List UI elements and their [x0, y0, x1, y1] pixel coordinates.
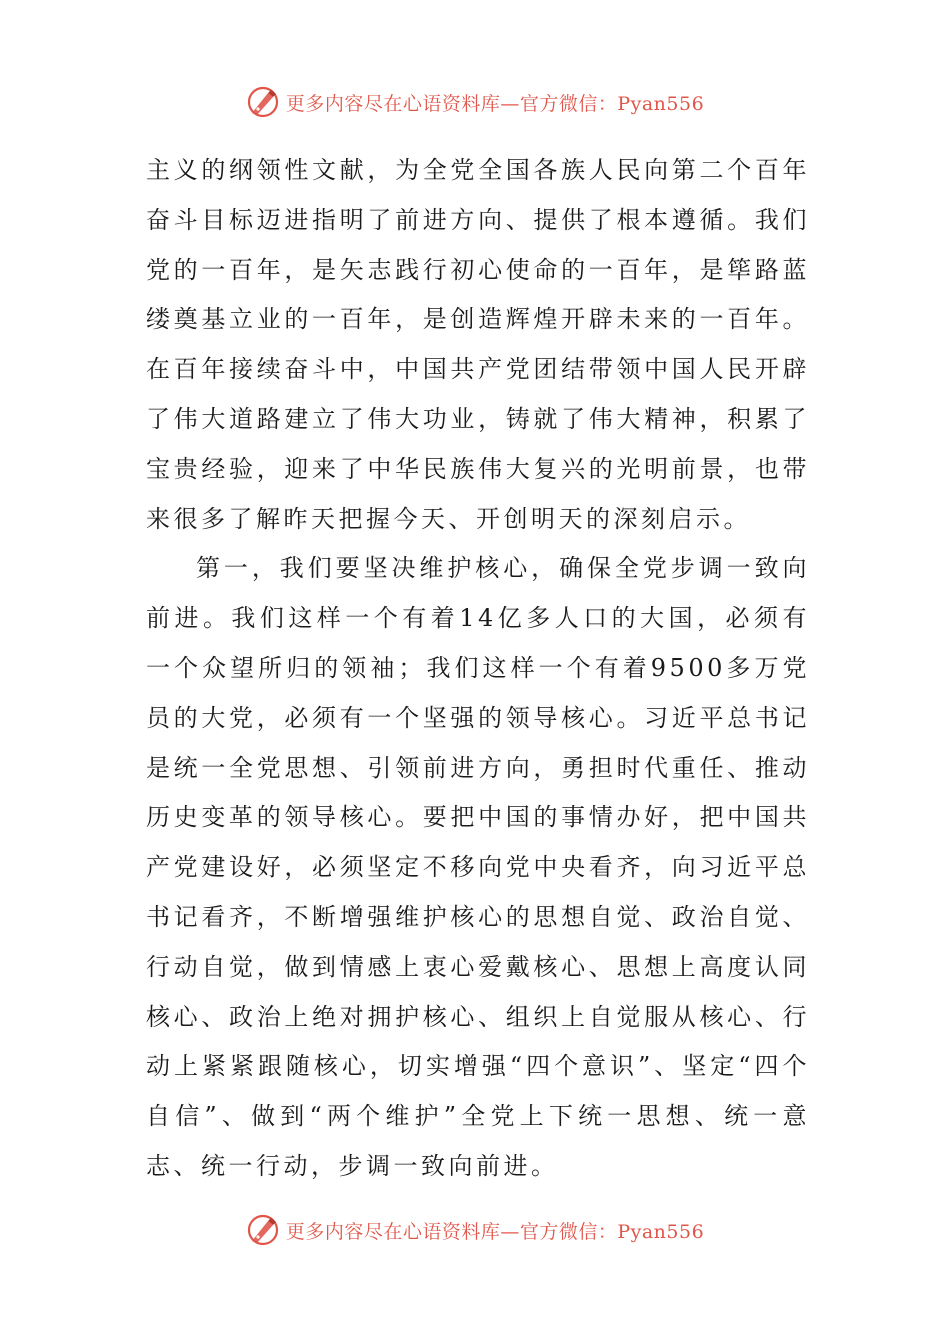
paragraph-2: 第一，我们要坚决维护核心，确保全党步调一致向前进。我们这样一个有着14亿多人口的大国，必须有一个众望所归的领袖；我们这样一个有着9500多万党员的大党，必须有一个坚强的领导核心。习近平总书记是统一全党思想、引领前进方向，勇担时代重任、推动历史变革的领导核心。要把中国的事情办好，把中国共产党建设好，必须坚定不移向党中央看齐，向习近平总书记看齐，不断增强维护核心的思想自觉、政治自觉、行动自觉，做到情感上衷心爱戴核心、思想上高度认同核心、政治上绝对拥护核心、组织上自觉服从核心、行动上紧紧跟随核心，切实增强“四个意识”、坚定“四个自信”、做到“两个维护”全党上下统一思想、统一意志、统一行动，步调一致向前进。	[146, 554, 810, 1180]
pen-nib-logo-icon	[246, 85, 280, 119]
header-watermark-banner	[0, 80, 950, 124]
banner-text: 更多内容尽在心语资料库—官方微信：Pyan556	[285, 92, 705, 115]
pen-nib-logo-icon	[246, 1213, 280, 1247]
document-body	[146, 146, 810, 1192]
paragraph-1: 主义的纲领性文献，为全党全国各族人民向第二个百年奋斗目标迈进指明了前进方向、提供了根本遵循。我们党的一百年，是矢志践行初心使命的一百年，是筚路蓝缕奠基立业的一百年，是创造辉煌开辟未来的一百年。在百年接续奋斗中，中国共产党团结带领中国人民开辟了伟大道路建立了伟大功业，铸就了伟大精神，积累了宝贵经验，迎来了中华民族伟大复兴的光明前景，也带来很多了解昨天把握今天、开创明天的深刻启示。	[146, 156, 810, 533]
footer-watermark-banner	[0, 1208, 950, 1252]
banner-text: 更多内容尽在心语资料库—官方微信：Pyan556	[285, 1220, 705, 1243]
